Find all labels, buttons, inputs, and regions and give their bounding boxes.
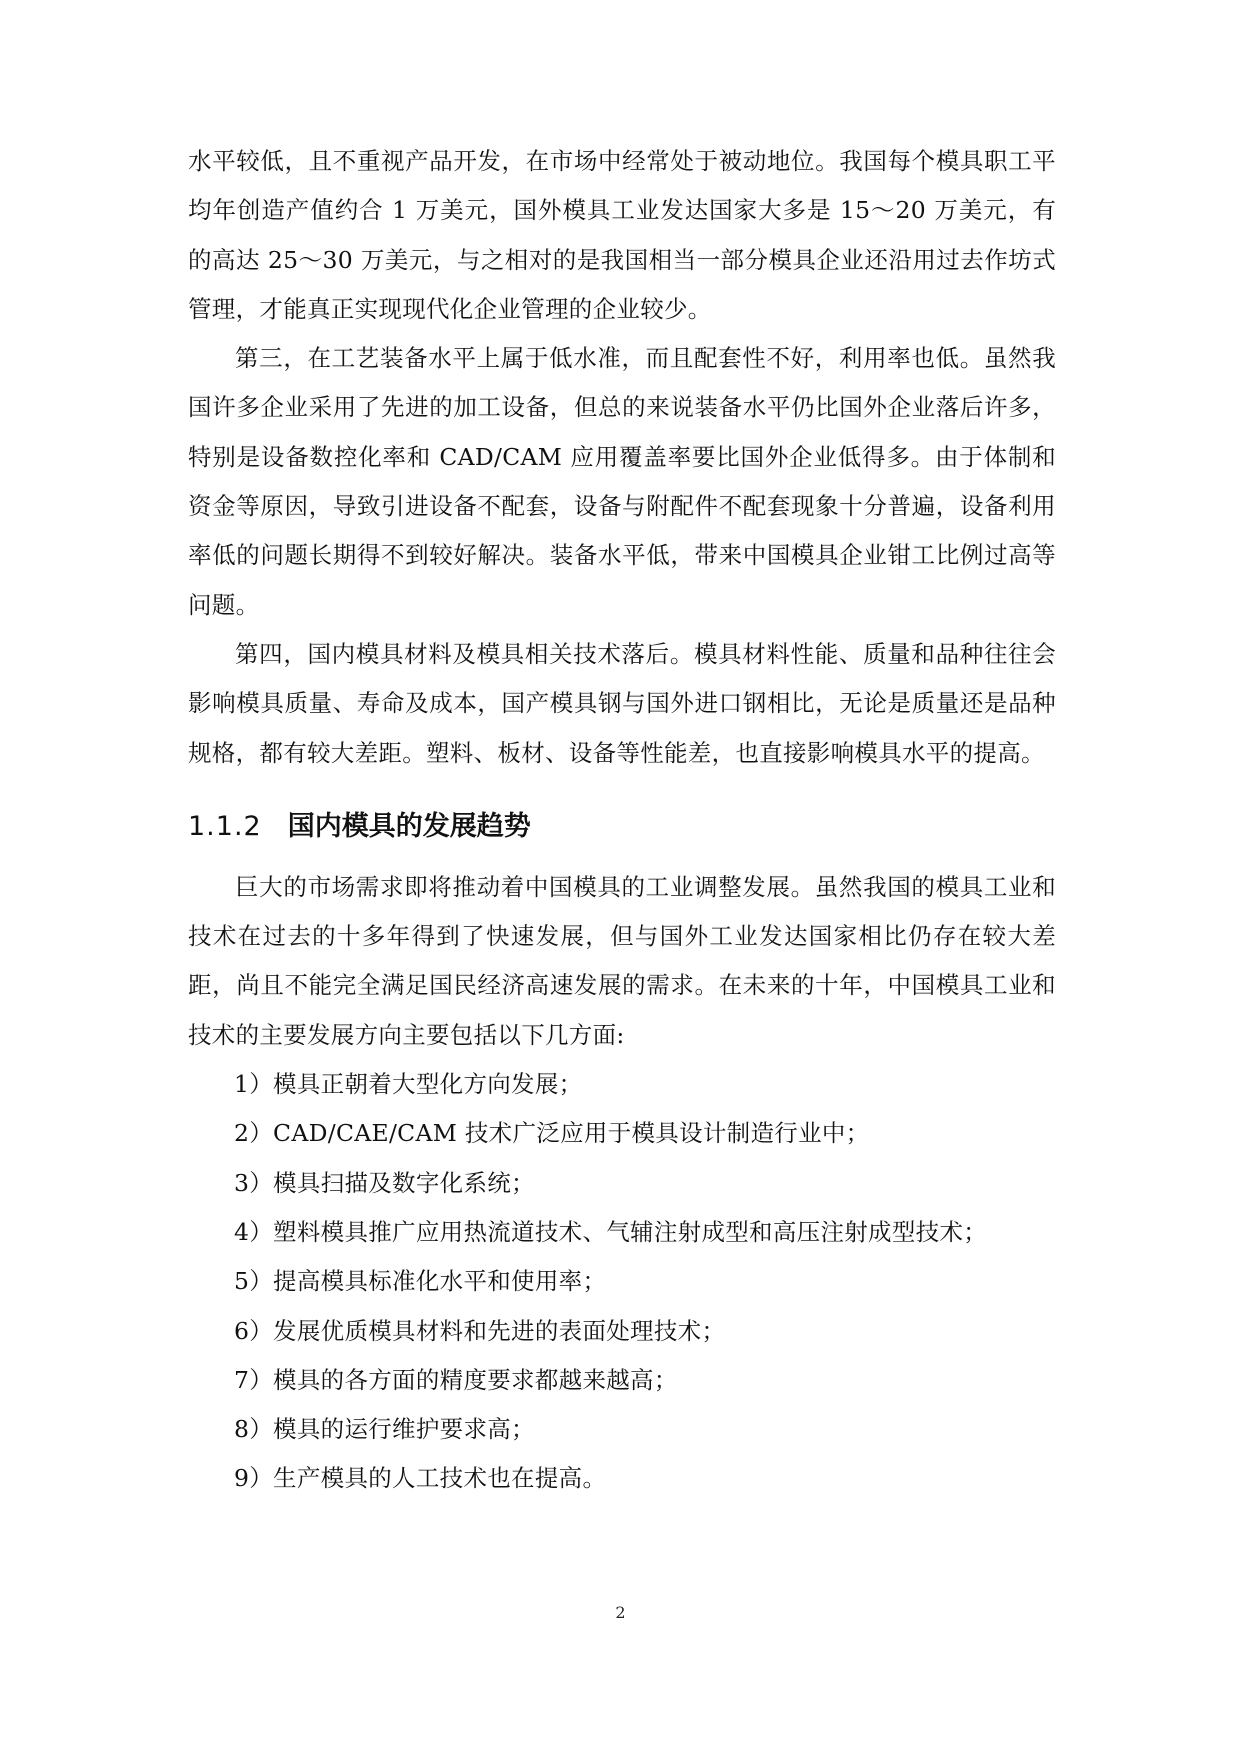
list-item: 8）模具的运行维护要求高； <box>234 1415 535 1444</box>
page-number: 2 <box>615 1603 626 1622</box>
list-item: 2）CAD/CAE/CAM 技术广泛应用于模具设计制造行业中； <box>234 1119 870 1148</box>
paragraph-materials: 第四，国内模具材料及模具相关技术落后。模具材料性能、质量和品种往往会影响模具质量、寿命及成本，国产模具钢与国外进口钢相比，无论是质量还是品种规格，都有较大差距。塑料、板材、设备等性能差，也直接影响模具水平的提高。 <box>188 639 1056 767</box>
list-item: 7）模具的各方面的精度要求都越来越高； <box>234 1365 678 1394</box>
list-item: 6）发展优质模具材料和先进的表面处理技术； <box>234 1316 726 1345</box>
list-item: 3）模具扫描及数字化系统； <box>234 1168 535 1197</box>
list-item: 4）塑料模具推广应用热流道技术、气辅注射成型和高压注射成型技术； <box>234 1217 988 1246</box>
section-title: 国内模具的发展趋势 <box>287 810 531 842</box>
section-heading <box>188 805 1056 849</box>
paragraph-intro: 巨大的市场需求即将推动着中国模具的工业调整发展。虽然我国的模具工业和技术在过去的十多年得到了快速发展，但与国外工业发达国家相比仍存在较大差距，尚且不能完全满足国民经济高速发展的需求。在未来的十年，中国模具工业和技术的主要发展方向主要包括以下几方面: <box>188 872 1056 1049</box>
section-number: 1.1.2 <box>188 810 262 842</box>
page-content <box>188 137 1056 1504</box>
paragraph-equipment: 第三，在工艺装备水平上属于低水准，而且配套性不好，利用率也低。虽然我国许多企业采用了先进的加工设备，但总的来说装备水平仍比国外企业落后许多，特别是设备数控化率和 CAD/CAM 应用覆盖率要比国外企业低得多。由于体制和资金等原因，导致引进设备不配套，设备与附配件不配套现象十分普遍，设备利用率低的问题长期得不到较好解决。装备水平低，带来中国模具企业钳工比例过高等问题。 <box>188 344 1056 619</box>
trend-list <box>188 1060 1056 1504</box>
list-item: 1）模具正朝着大型化方向发展； <box>234 1070 583 1099</box>
list-item: 5）提高模具标准化水平和使用率； <box>234 1267 607 1296</box>
paragraph-continued: 水平较低，且不重视产品开发，在市场中经常处于被动地位。我国每个模具职工平均年创造产值约合 1 万美元，国外模具工业发达国家大多是 15～20 万美元，有的高达 25～30 万美元，与之相对的是我国相当一部分模具企业还沿用过去作坊式管理，才能真正实现现代化企业管理的企业较少。 <box>188 147 1056 323</box>
list-item: 9）生产模具的人工技术也在提高。 <box>234 1464 607 1493</box>
